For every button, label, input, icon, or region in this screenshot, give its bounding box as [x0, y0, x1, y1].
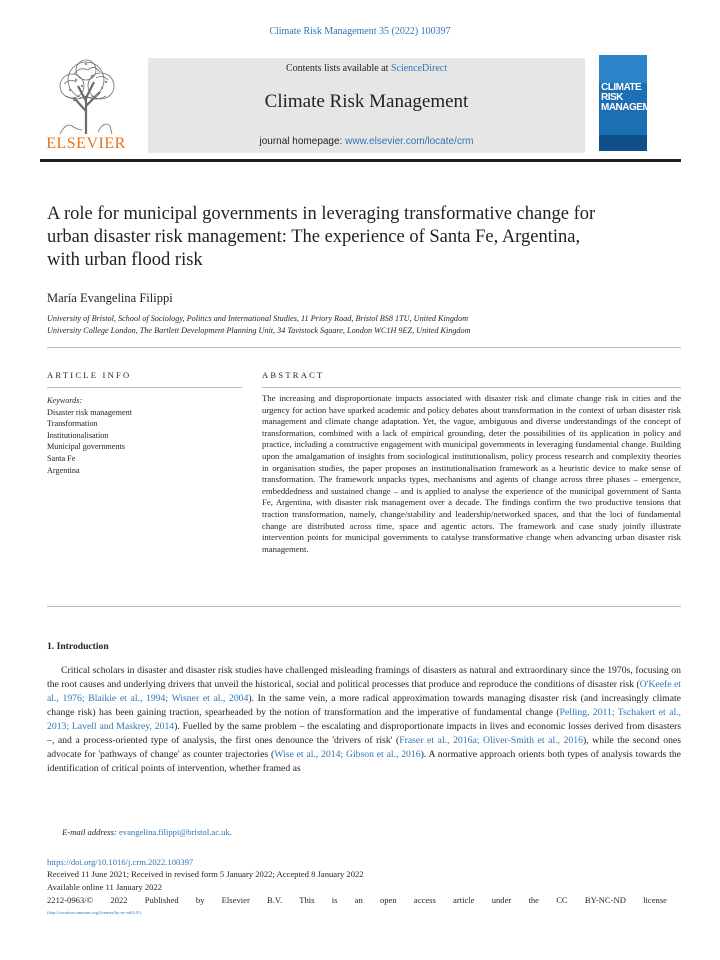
- journal-banner: [148, 58, 585, 153]
- license-statement: 2212-0963/© 2022 Published by Elsevier B.V. This is an open access article under the CC BY-NC-ND license: [47, 895, 667, 905]
- abstract-heading: ABSTRACT: [262, 370, 325, 380]
- cover-bottom-band: [599, 135, 647, 151]
- sciencedirect-link[interactable]: ScienceDirect: [390, 63, 448, 74]
- homepage-line: [148, 136, 585, 147]
- available-online: Available online 11 January 2022: [47, 882, 163, 892]
- keyword-item: Municipal governments: [47, 442, 125, 452]
- elsevier-logo[interactable]: [40, 56, 132, 154]
- intro-text: ). In the same vein, a more radical approximation towards managing disaster risk (and increasingly climate change risk) has been gaining traction, spearheaded by the notion of transformation and the imperative of fundamental change (: [47, 693, 681, 718]
- introduction-paragraph: [47, 664, 681, 776]
- section-divider: [47, 347, 681, 348]
- contents-prefix: Contents lists available at: [285, 63, 391, 74]
- article-info-rule: [47, 387, 242, 388]
- article-title: A role for municipal governments in leveraging transformative change for urban disaster risk management: The experience of Santa Fe, Argentina, with urban flood risk: [47, 204, 596, 270]
- author-name: María Evangelina Filippi: [47, 291, 173, 305]
- intro-text: ). A normative approach orients both types of analysis towards the identification of critical points of intervention, whether framed as: [47, 749, 681, 774]
- journal-reference-link[interactable]: Climate Risk Management 35 (2022) 100397: [269, 26, 451, 37]
- keyword-item: Transformation: [47, 419, 98, 429]
- cover-top-band: [599, 55, 647, 83]
- citation-link[interactable]: Wise et al., 2014; Gibson et al., 2016: [274, 749, 421, 760]
- section-heading-introduction: 1. Introduction: [47, 641, 109, 652]
- intro-text: Critical scholars in disaster and disaster risk studies have challenged misleading framings of disasters as natural and extraordinary since the 1970s, focusing on the root causes and underlying drivers that unveil the historical, social and political processes that produce and reproduce the conditions of disaster risk (: [47, 665, 681, 690]
- keywords-block: [47, 395, 242, 476]
- contents-line: [148, 63, 585, 74]
- article-history: Received 11 June 2021; Received in revised form 5 January 2022; Accepted 8 January 2022: [47, 869, 364, 879]
- citation-link[interactable]: Pelling, 2011; Tschakert et al., 2013; Lavell and Maskrey, 2014: [47, 707, 681, 732]
- affiliations: [47, 313, 471, 337]
- cover-title: CLIMATE RISK MANAGEMENT: [601, 82, 669, 113]
- affiliation-1: University of Bristol, School of Sociology, Politics and International Studies, 11 Priory Road, Bristol BS8 1TU, United Kingdom: [47, 314, 469, 323]
- intro-text: ). Fuelled by the same problem – the escalating and disproportionate impacts in lives and economic losses derived from disasters –, and a process-oriented type of analysis, the first ones denounce the 'drivers of risk' (: [47, 721, 681, 746]
- keywords-label: Keywords:: [47, 396, 83, 405]
- keyword-item: Santa Fe: [47, 453, 76, 463]
- email-label: E-mail address:: [62, 827, 117, 837]
- keyword-item: Institutionalisation: [47, 430, 109, 440]
- email-link[interactable]: evangelina.filippi@bristol.ac.uk: [118, 827, 230, 837]
- homepage-prefix: journal homepage:: [259, 136, 346, 147]
- journal-homepage-link[interactable]: www.elsevier.com/locate/crm: [345, 136, 474, 147]
- affiliation-2: University College London, The Bartlett Development Planning Unit, 34 Tavistock Square, London WC1H 9EZ, United Kingdom: [47, 326, 471, 335]
- abstract-bottom-rule: [47, 606, 681, 607]
- journal-title: Climate Risk Management: [264, 91, 469, 112]
- corresponding-email: E-mail address: evangelina.filippi@bristol.ac.uk.: [62, 827, 232, 837]
- abstract-text: The increasing and disproportionate impacts associated with disaster risk and climate change risk in cities and the urgency for action have sparked academic and policy debates about transformation in the context of urban disaster risk management and climate change adaptation. Yet, the vague, ambiguous and diverse understandings of the concept of transformation, combined with a lack of empirical grounding, deter the possibilities of its application in policy and practice, including a constructive engagement with municipal governments in leveraging fundamental change. Building upon the amalgamation of insights from sociological institutionalism, policy process research and complexity theories in organisation studies, the paper proposes an institutionalisation framework as a heuristic device to make sense of transformation. The framework unpacks types, mechanisms and agents of change across three phases – emergence, embeddedness and sustained change – and is applied to analyse the experience of the municipal government of Santa Fe, Argentina, with disaster risk management over a decade. The findings confirm the two productive tensions that traction transformation, namely, change/stability and leadership/networked spaces, and that the loci of fundamental change are distributed across time, space and agentic actors. The framework and case study jointly illustrate intervention points for municipal governments to catalyse transformative change when advancing urban disaster risk management.: [262, 393, 681, 554]
- journal-cover-thumbnail[interactable]: [599, 55, 669, 151]
- header-rule: [40, 159, 681, 162]
- keyword-item: Disaster risk management: [47, 407, 133, 417]
- intro-text: ), while the second ones advocate for 'pathways of change' as counter trajectories (: [47, 735, 681, 760]
- keyword-item: Argentina: [47, 465, 80, 475]
- license-url-link[interactable]: (http://creativecommons.org/licenses/by-nc-nd/4.0/).: [47, 910, 142, 915]
- doi-link[interactable]: https://doi.org/10.1016/j.crm.2022.100397: [47, 857, 194, 867]
- abstract-rule: [262, 387, 681, 388]
- citation-link[interactable]: O'Keefe et al., 1976; Blaikie et al., 1994; Wisner et al., 2004: [47, 679, 682, 704]
- article-info-heading: ARTICLE INFO: [47, 370, 132, 380]
- elsevier-tree-icon: [46, 56, 126, 136]
- citation-link[interactable]: Fraser et al., 2016a; Oliver-Smith et al., 2016: [399, 735, 583, 746]
- publisher-wordmark: ELSEVIER: [46, 135, 126, 152]
